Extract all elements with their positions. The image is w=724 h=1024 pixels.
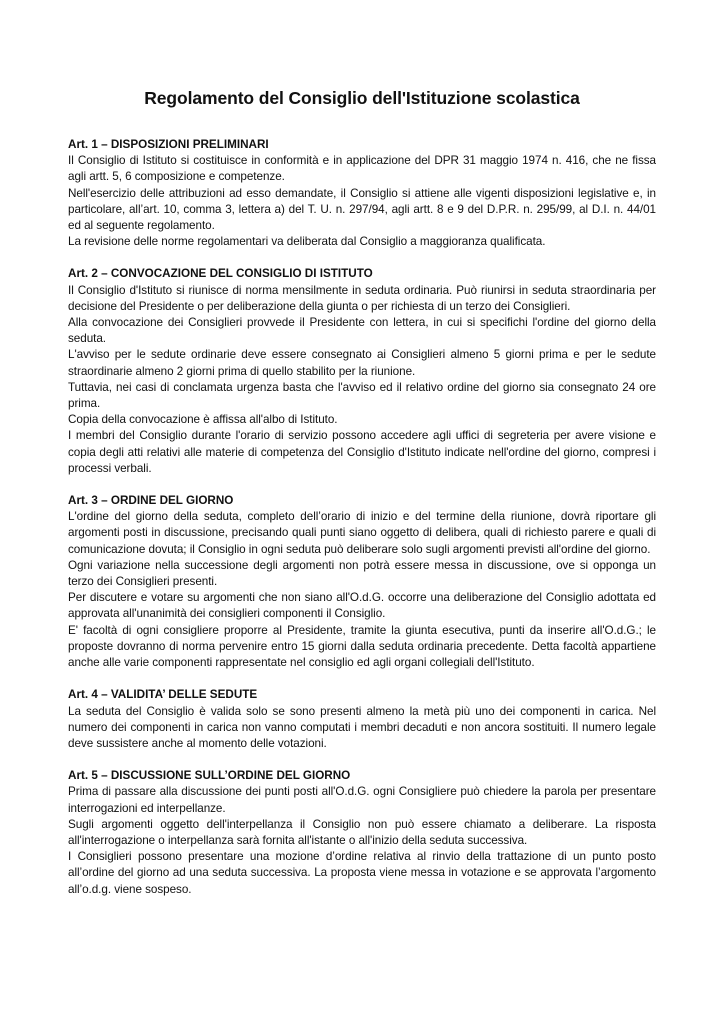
- article-5: [68, 768, 656, 898]
- article-2: [68, 266, 656, 477]
- article-heading: Art. 2 – CONVOCAZIONE DEL CONSIGLIO DI ISTITUTO: [68, 267, 373, 281]
- article-heading: Art. 4 – VALIDITA’ DELLE SEDUTE: [68, 688, 258, 702]
- article-3: [68, 493, 656, 671]
- paragraph: Copia della convocazione è affissa all'albo di Istituto.: [68, 413, 338, 427]
- paragraph: Sugli argomenti oggetto dell'interpellanza il Consiglio non può essere chiamato a deliberare. La risposta all'interrogazione o interpellanza sarà fornita all'istante o all'inizio della seduta successiva.: [68, 817, 656, 847]
- paragraph: La revisione delle norme regolamentari va deliberata dal Consiglio a maggioranza qualificata.: [68, 235, 546, 249]
- article-heading: Art. 1 – DISPOSIZIONI PRELIMINARI: [68, 138, 269, 151]
- paragraph: Prima di passare alla discussione dei punti posti all'O.d.G. ogni Consigliere può chiedere la parola per presentare interrogazioni ed interpellanze.: [68, 785, 656, 815]
- document-title: Regolamento del Consiglio dell'Istituzione scolastica: [144, 88, 580, 108]
- paragraph: Il Consiglio d'Istituto si riunisce di norma mensilmente in seduta ordinaria. Può riunirsi in seduta straordinaria per decisione del Presidente o per deliberazione della giunta o per richiesta di un terzo dei Consiglieri.: [68, 283, 656, 313]
- article-1: [68, 137, 656, 250]
- paragraph: Ogni variazione nella successione degli argomenti non potrà essere messa in discussione, ove si opponga un terzo dei Consiglieri presenti.: [68, 558, 656, 589]
- paragraph: L'ordine del giorno della seduta, completo dell’orario di inizio e del termine della riunione, dovrà riportare gli argomenti posti in discussione, precisando quali punti siano oggetto di delibera, quali di richiesto parere e quali di comunicazione dovuta; il Consiglio in ogni seduta può deliberare solo sugli argomenti previsti all'ordine del giorno.: [68, 510, 656, 556]
- article-4: [68, 687, 656, 752]
- paragraph: E' facoltà di ogni consigliere proporre al Presidente, tramite la giunta esecutiva, punti da inserire all'O.d.G.; le proposte dovranno di norma pervenire entro 15 giorni dalla seduta ordinaria precedente. Detta facoltà appartiene anche alle varie componenti rappresentate nel consiglio ed agli organi collegiali dell'Istituto.: [68, 623, 656, 670]
- article-heading: Art. 5 – DISCUSSIONE SULL’ORDINE DEL GIORNO: [68, 769, 351, 783]
- paragraph: Il Consiglio di Istituto si costituisce in conformità e in applicazione del DPR 31 maggio 1974 n. 416, che ne fissa agli artt. 5, 6 composizione e competenze.: [68, 154, 656, 184]
- paragraph: Nell'esercizio delle attribuzioni ad esso demandate, il Consiglio si attiene alle vigenti disposizioni legislative e, in particolare, all’art. 10, comma 3, lettera a) del T. U. n. 297/94, agli artt. 8 e 9 del D.P.R. n. 295/99, al D.I. n. 44/01 ed al seguente regolamento.: [68, 186, 656, 233]
- article-heading: Art. 3 – ORDINE DEL GIORNO: [68, 494, 234, 508]
- paragraph: Tuttavia, nei casi di conclamata urgenza basta che l'avviso ed il relativo ordine del giorno sia consegnato 24 ore prima.: [68, 380, 656, 411]
- paragraph: Alla convocazione dei Consiglieri provvede il Presidente con lettera, in cui si specifichi l'ordine del giorno della seduta.: [68, 316, 656, 346]
- paragraph: Per discutere e votare su argomenti che non siano all'O.d.G. occorre una deliberazione del Consiglio adottata ed approvata all'unanimità dei consiglieri componenti il Consiglio.: [68, 591, 656, 621]
- paragraph: La seduta del Consiglio è valida solo se sono presenti almeno la metà più uno dei componenti in carica. Nel numero dei componenti in carica non vanno computati i membri decaduti e non ancora sostituiti. Il numero legale deve sussistere anche al momento delle votazioni.: [68, 704, 656, 750]
- paragraph: I Consiglieri possono presentare una mozione d’ordine relativa al rinvio della trattazione di un punto posto all’ordine del giorno ad una seduta successiva. La proposta viene messa in votazione e se approvata l’argomento all’o.d.g. viene sospeso.: [68, 850, 656, 896]
- paragraph: I membri del Consiglio durante l'orario di servizio possono accedere agli uffici di segreteria per avere visione e copia degli atti relativi alle materie di competenza del Consiglio d'Istituto indicate nell'ordine del giorno, compresi i processi verbali.: [68, 429, 656, 475]
- paragraph: L'avviso per le sedute ordinarie deve essere consegnato ai Consiglieri almeno 5 giorni prima e per le sedute straordinarie almeno 2 giorni prima di quello stabilito per la riunione.: [68, 348, 656, 378]
